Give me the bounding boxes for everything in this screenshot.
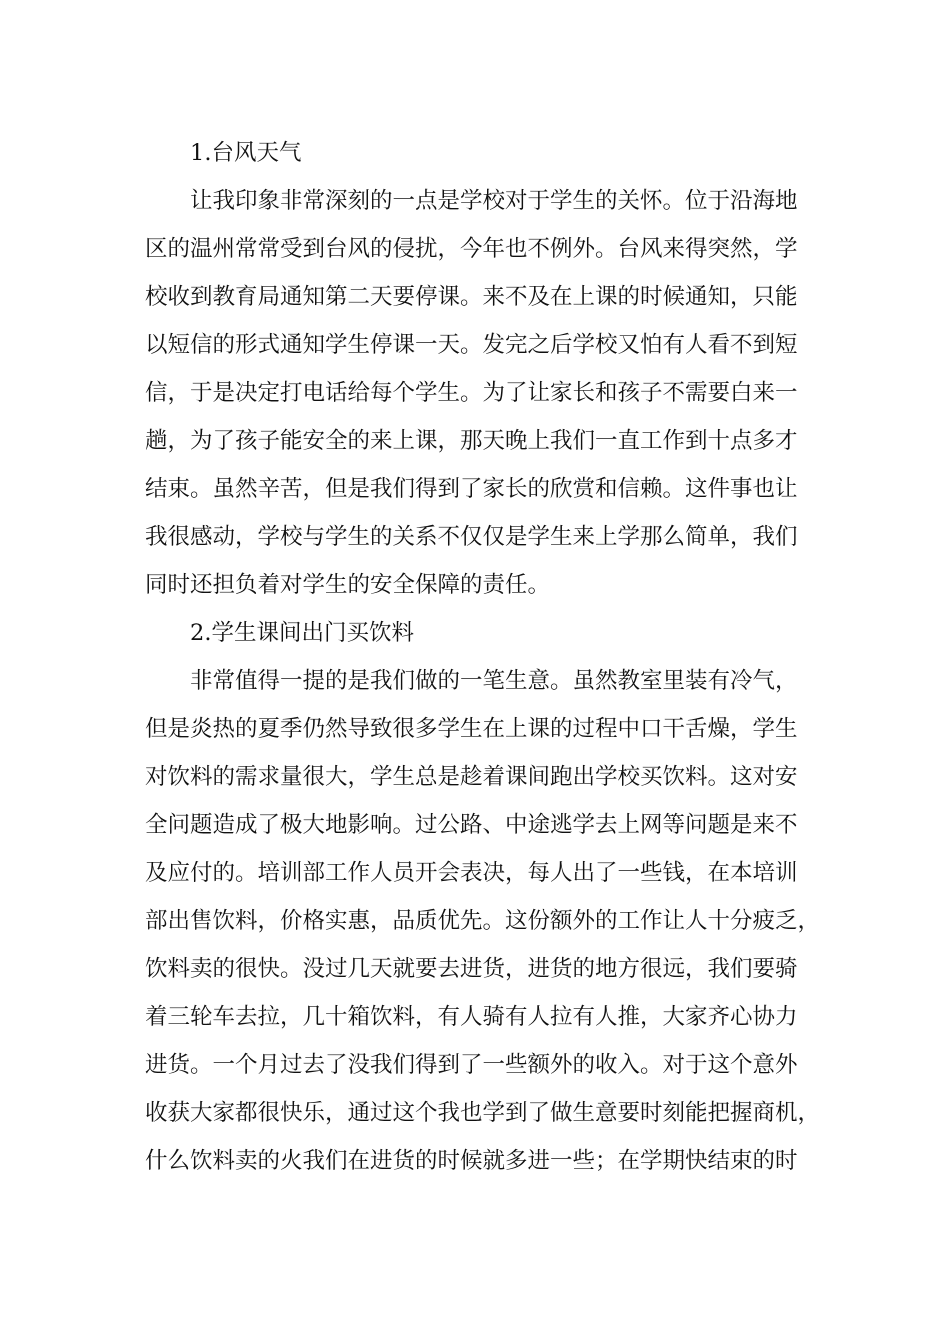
paragraph-line: 饮料卖的很快。没过几天就要去进货，进货的地方很远，我们要骑 [145, 956, 798, 982]
paragraph-line: 让我印象非常深刻的一点是学校对于学生的关怀。位于沿海地 [190, 188, 798, 214]
paragraph-line: 趟，为了孩子能安全的来上课，那天晚上我们一直工作到十点多才 [145, 428, 798, 454]
paragraph-line: 区的温州常常受到台风的侵扰，今年也不例外。台风来得突然，学 [145, 236, 798, 262]
paragraph-line: 信，于是决定打电话给每个学生。为了让家长和孩子不需要白来一 [145, 380, 798, 406]
paragraph-line: 结束。虽然辛苦，但是我们得到了家长的欣赏和信赖。这件事也让 [145, 476, 798, 502]
paragraph-line: 非常值得一提的是我们做的一笔生意。虽然教室里装有冷气， [190, 668, 798, 694]
paragraph-line: 同时还担负着对学生的安全保障的责任。 [145, 572, 551, 598]
section-heading-typhoon: 1.台风天气 [190, 140, 302, 166]
paragraph-line: 全问题造成了极大地影响。过公路、中途逃学去上网等问题是来不 [145, 812, 798, 838]
section-heading-drinks: 2.学生课间出门买饮料 [190, 620, 414, 646]
paragraph-line: 部出售饮料，价格实惠，品质优先。这份额外的工作让人十分疲乏， [145, 908, 821, 934]
paragraph-line: 校收到教育局通知第二天要停课。来不及在上课的时候通知，只能 [145, 284, 798, 310]
paragraph-line: 收获大家都很快乐，通过这个我也学到了做生意要时刻能把握商机， [145, 1100, 821, 1126]
paragraph-line: 什么饮料卖的火我们在进货的时候就多进一些；在学期快结束的时 [145, 1148, 798, 1174]
paragraph-line: 及应付的。培训部工作人员开会表决，每人出了一些钱，在本培训 [145, 860, 798, 886]
paragraph-line: 着三轮车去拉，几十箱饮料，有人骑有人拉有人推，大家齐心协力 [145, 1004, 798, 1030]
paragraph-line: 以短信的形式通知学生停课一天。发完之后学校又怕有人看不到短 [145, 332, 798, 358]
paragraph-line: 我很感动，学校与学生的关系不仅仅是学生来上学那么简单，我们 [145, 524, 798, 550]
paragraph-line: 对饮料的需求量很大，学生总是趁着课间跑出学校买饮料。这对安 [145, 764, 798, 790]
paragraph-line: 进货。一个月过去了没我们得到了一些额外的收入。对于这个意外 [145, 1052, 798, 1078]
paragraph-line: 但是炎热的夏季仍然导致很多学生在上课的过程中口干舌燥，学生 [145, 716, 798, 742]
